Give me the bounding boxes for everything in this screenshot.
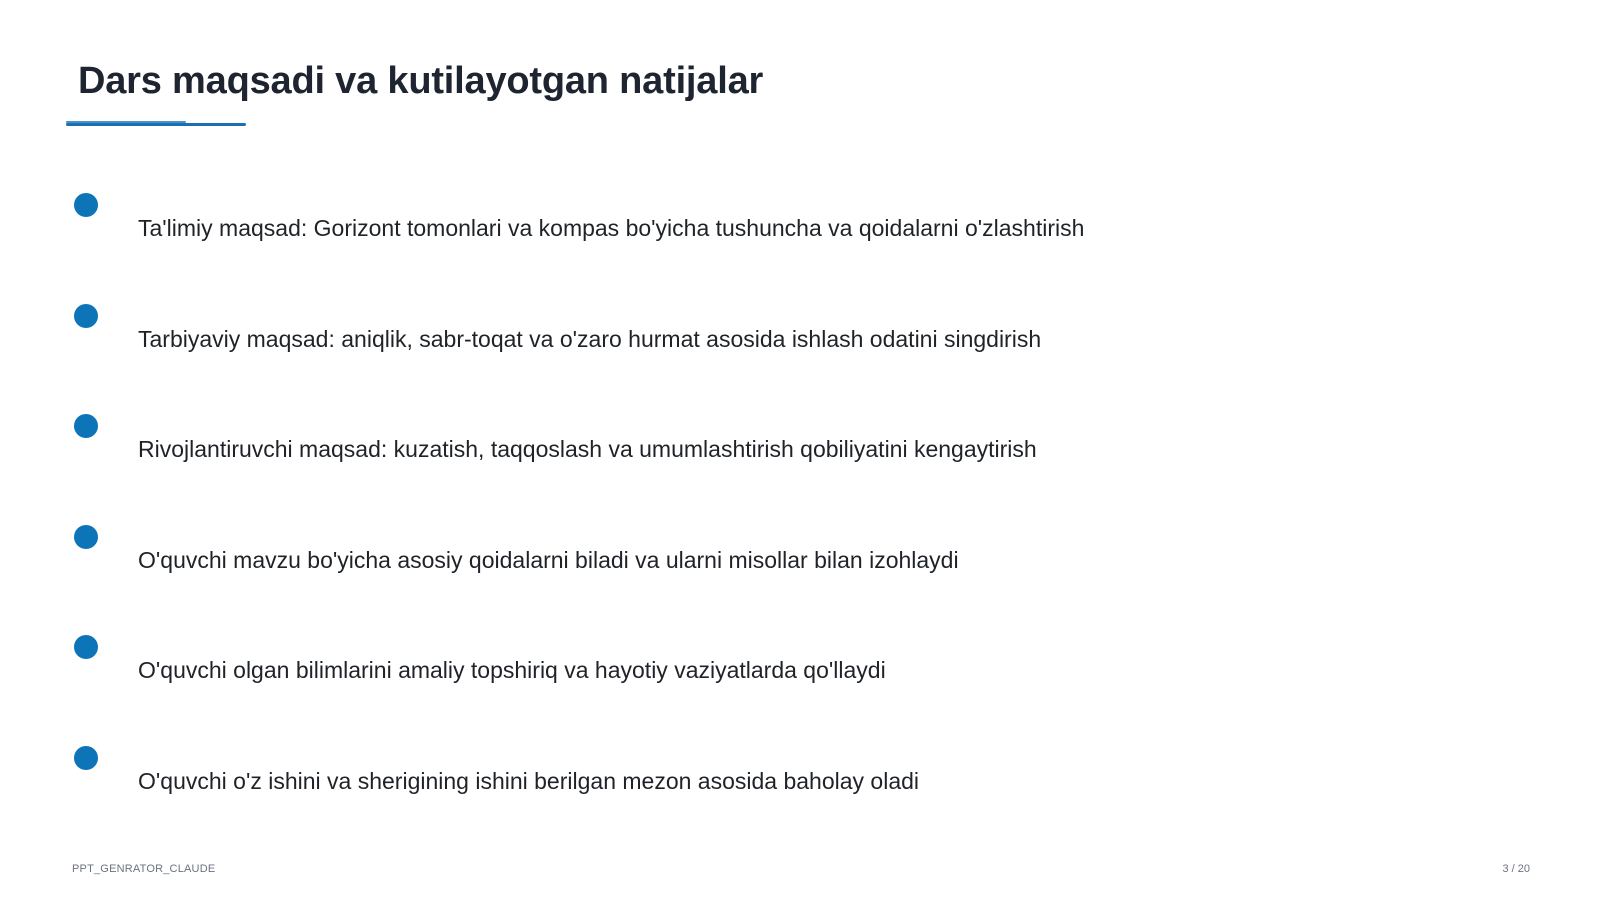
page-number: 3 / 20 <box>1502 863 1530 875</box>
bullet-text: O'quvchi o'z ishini va sherigining ishini berilgan mezon asosida baholay oladi <box>138 768 920 794</box>
bullet-text: O'quvchi olgan bilimlarini amaliy topshiriq va hayotiy vaziyatlarda qo'llaydi <box>138 657 886 683</box>
bullet-text: Rivojlantiruvchi maqsad: kuzatish, taqqoslash va umumlashtirish qobiliyatini kengaytirish <box>138 436 1037 462</box>
slide-title: Dars maqsadi va kutilayotgan natijalar <box>78 60 764 102</box>
list-item <box>72 635 1472 695</box>
bullet-text: Tarbiyaviy maqsad: aniqlik, sabr-toqat va o'zaro hurmat asosida ishlash odatini singdirish <box>138 326 1042 352</box>
bullet-dot-icon <box>74 635 98 659</box>
footer-source: PPT_GENRATOR_CLAUDE <box>72 863 216 875</box>
list-item <box>72 304 1472 364</box>
bullet-text: Ta'limiy maqsad: Gorizont tomonlari va kompas bo'yicha tushuncha va qoidalarni o'zlashtirish <box>138 215 1085 241</box>
bullet-dot-icon <box>74 193 98 217</box>
list-item <box>72 525 1472 585</box>
list-item <box>72 746 1472 806</box>
list-item <box>72 193 1472 253</box>
bullet-text: O'quvchi mavzu bo'yicha asosiy qoidalarni biladi va ularni misollar bilan izohlaydi <box>138 547 959 573</box>
bullet-dot-icon <box>74 414 98 438</box>
list-item <box>72 414 1472 474</box>
bullet-dot-icon <box>74 304 98 328</box>
bullet-dot-icon <box>74 525 98 549</box>
bullet-dot-icon <box>74 746 98 770</box>
